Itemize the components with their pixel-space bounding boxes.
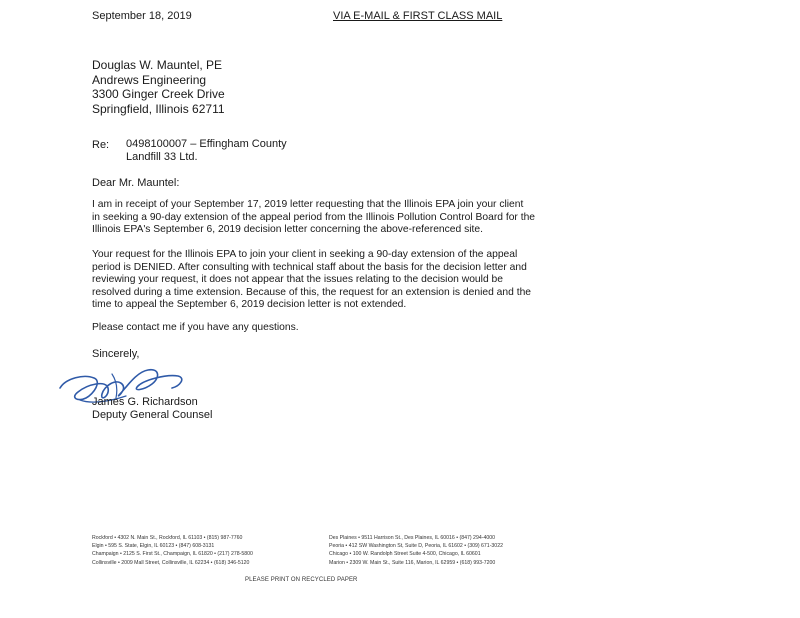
delivery-method: VIA E-MAIL & FIRST CLASS MAIL	[333, 10, 503, 22]
recipient-address	[92, 58, 225, 116]
footer-office: Peoria • 412 SW Washington St, Suite D, Peoria, IL 61602 • (309) 671-3022	[329, 543, 503, 550]
signer-title: Deputy General Counsel	[92, 409, 213, 421]
recipient-company: Andrews Engineering	[92, 72, 207, 87]
paragraph-1	[92, 199, 552, 237]
footer-offices-right	[329, 534, 503, 567]
letter-date: September 18, 2019	[92, 10, 192, 22]
recipient-city: Springfield, Illinois 62711	[92, 101, 225, 116]
footer-office: Des Plaines • 9511 Harrison St., Des Plaines, IL 60016 • (847) 294-4000	[329, 535, 495, 541]
closing: Sincerely,	[92, 348, 140, 360]
re-subject	[126, 138, 287, 164]
recipient-street: 3300 Ginger Creek Drive	[92, 87, 225, 101]
recipient-name: Douglas W. Mauntel, PE	[92, 58, 223, 72]
paragraph-3: Please contact me if you have any questions.	[92, 322, 299, 333]
paragraph-line: Your request for the Illinois EPA to join your client in seeking a 90-day extension of the appeal	[92, 249, 518, 260]
re-label: Re:	[92, 139, 110, 151]
recycled-paper-note: PLEASE PRINT ON RECYCLED PAPER	[245, 577, 358, 583]
paragraph-line: period is DENIED. After consulting with technical staff about the basis for the decision letter and	[92, 261, 527, 273]
paragraph-line: in seeking a 90-day extension of the appeal period from the Illinois Pollution Control Board for the	[92, 211, 536, 223]
footer-offices-left	[92, 534, 253, 567]
footer-office: Collinsville • 2009 Mall Street, Collinsville, IL 62234 • (618) 346-5120	[92, 559, 250, 566]
footer-office: Marion • 2309 W. Main St., Suite 116, Marion, IL 62959 • (618) 993-7200	[329, 559, 496, 566]
salutation: Dear Mr. Mauntel:	[92, 177, 180, 189]
re-line-1: 0498100007 – Effingham County	[126, 138, 287, 150]
footer-office: Champaign • 2125 S. First St., Champaign, IL 61820 • (217) 278-5800	[92, 551, 253, 558]
paragraph-line: time to appeal the September 6, 2019 decision letter is not extended.	[92, 299, 407, 311]
paragraph-line: resolved during a time extension. Because of this, the request for an extension is denied and the	[92, 286, 532, 298]
signer-block	[92, 396, 212, 422]
paragraph-line: Illinois EPA's September 6, 2019 decision letter concerning the above-referenced site.	[92, 224, 483, 236]
paragraph-line: reviewing your request, it does not appear that the issues relating to the decision would be	[92, 274, 503, 286]
paragraph-2	[92, 249, 552, 312]
footer-office: Rockford • 4302 N. Main St., Rockford, IL 61103 • (815) 987-7760	[92, 535, 243, 541]
footer-office: Elgin • 595 S. State, Elgin, IL 60123 • (847) 608-3131	[92, 543, 215, 550]
re-line-2: Landfill 33 Ltd.	[126, 151, 198, 163]
paragraph-line: I am in receipt of your September 17, 2019 letter requesting that the Illinois EPA join your client	[92, 199, 524, 210]
signer-name: James G. Richardson	[92, 396, 198, 408]
footer-office: Chicago • 100 W. Randolph Street Suite 4-500, Chicago, IL 60601	[329, 551, 481, 558]
